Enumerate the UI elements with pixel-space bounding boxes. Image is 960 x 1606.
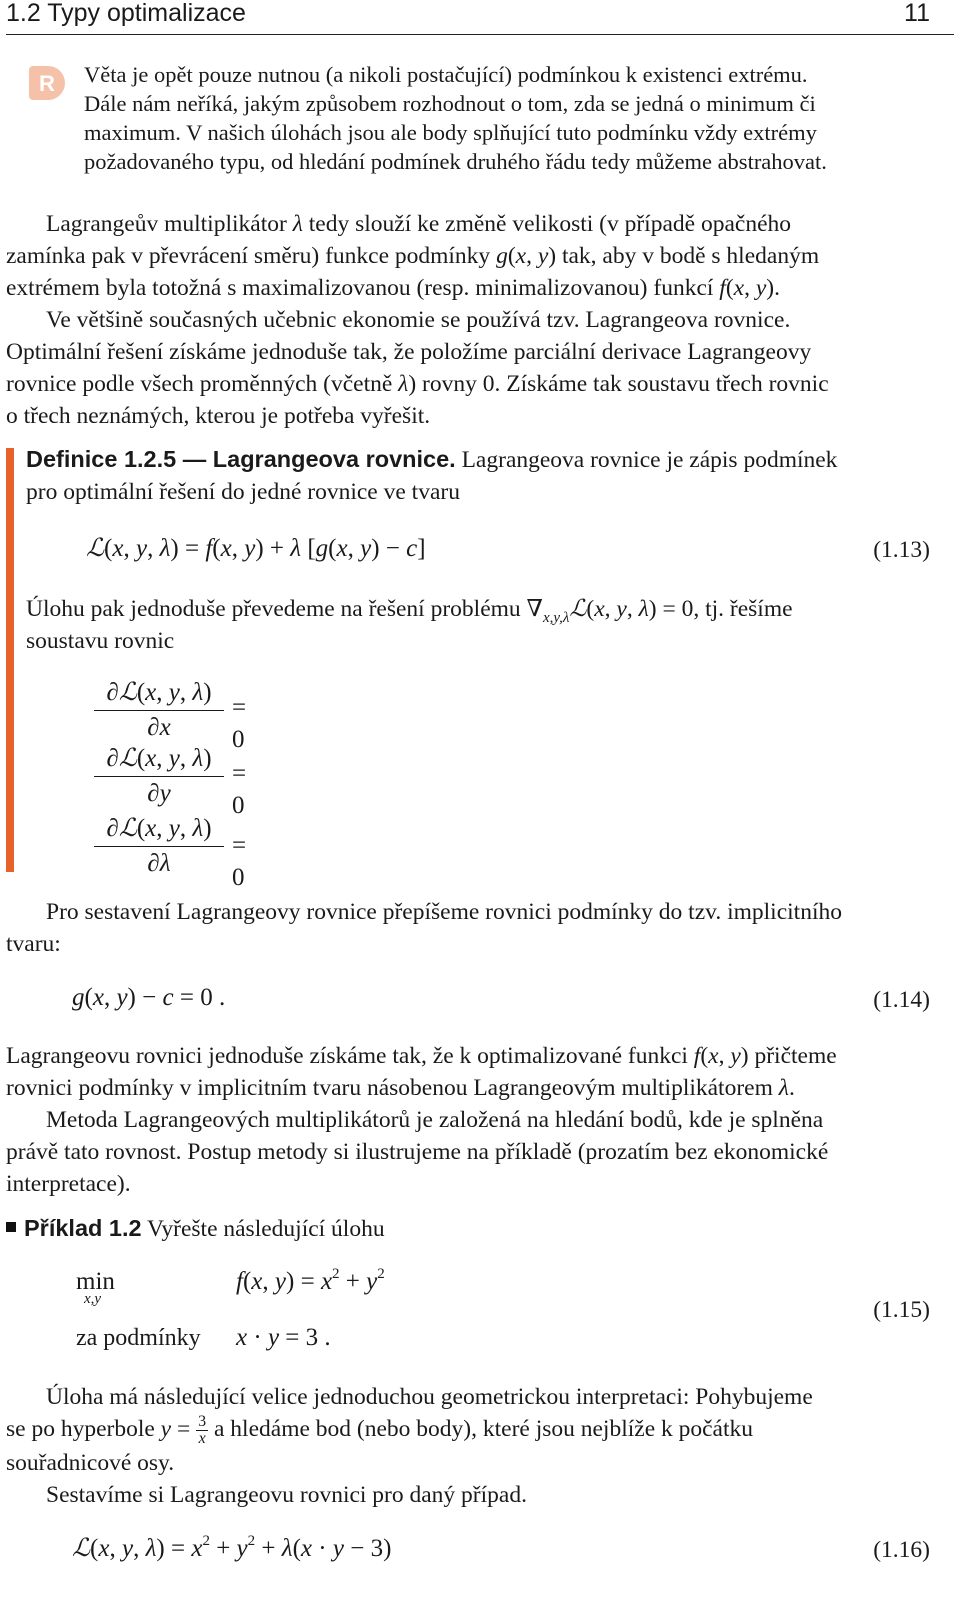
equation-number: (1.16) [873,1537,930,1563]
remark-text: Věta je opět pouze nutnou (a nikoli postačující) podmínkou k existenci extrému. Dále nám neříká, jakým způsobem rozhodnout o tom, zda se jedná o minimum či maximum. V našich úlohách jsou ale body splňující tuto podmínku vždy extrémy požadovaného typu, od hledání podmínek druhého řádu tedy můžeme abstrahovat. [84,62,827,174]
header-rule [6,34,954,35]
paragraph-lagrange-multiplier: Lagrangeův multiplikátor λ tedy slouží ke změně velikosti (v případě opačného zamínka pak v převrácení směru) funkce podmínky g(x, y) tak, aby v bodě s hledaným extrémem byla totožná s maximalizovanou (resp. minimalizovanou) funkcí f(x, y). Ve většině současných učebnic ekonomie se používá tzv. Lagrangeova rovnice. Optimální řešení získáme jednoduše tak, že položíme parciální derivace Lagrangeovy rovnice podle všech proměnných (včetně λ) rovny 0. Získáme tak soustavu třech rovnic o třech neznámých, kterou je potřeba vyřešit. [6,211,829,429]
paragraph-implicit-form: Pro sestavení Lagrangeovy rovnice přepíšeme rovnici podmínky do tzv. implicitního tvaru: [6,899,842,957]
definition-text: Definice 1.2.5 — Lagrangeova rovnice. Lagrangeova rovnice je zápis podmínek pro optimální řešení do jedné rovnice ve tvaru [26,446,838,505]
example-bullet-icon [6,1222,16,1232]
example-objective: f(x, $y) = x^2 + y^2$ [236,1266,385,1295]
equation-1-16: ℒ(x, y, $\lambda) = x^2 + y^2 + \lambda(x \cdot y - 3)$ [72,1533,392,1562]
definition-title: Definice 1.2.5 — Lagrangeova rovnice. [26,446,456,472]
paragraph-interpretation: Úloha má následující velice jednoduchou geometrickou interpretaci: Pohybujeme se po hyperbole y = $\frac{3}{x}$ a hledáme bod (nebo body), které jsou nejblíže k počátku souřadnicové osy. Sestavíme si Lagrangeovu rovnici pro daný případ. [6,1384,813,1509]
equation-1-14: g(x, y) − c = 0 . [72,984,226,1011]
equation-number: (1.14) [873,987,930,1013]
section-title: 1.2 Typy optimalizace [6,0,246,27]
example-heading: Příklad 1.2 Vyřešte následující úlohu [24,1215,385,1242]
example-constraint-label: za podmínky [76,1325,201,1351]
definition-bar [6,448,14,872]
paragraph-method: Lagrangeovu rovnici jednoduše získáme tak, že k optimalizované funkci f(x, y) přičteme rovnici podmínky v implicitním tvaru násobenou Lagrangeovým multiplikátorem λ. Metoda Lagrangeových multiplikátorů je založená na hledání bodů, kde je splněna právě tato rovnost. Postup metody si ilustrujeme na příkladě (prozatím bez ekonomické interpretace). [6,1043,837,1197]
definition-continuation: Úlohu pak jednoduše převedeme na řešení problému $\nabla_{x,y,\lambda}ℒ(x$, y, λ) = 0, tj. řešíme soustavu rovnic [26,594,793,654]
equation-number: (1.13) [873,537,930,563]
page-number: 11 [904,0,930,27]
example-min-subscript: x,y [84,1291,102,1307]
remark-icon: R [29,66,65,100]
equation-1-13: ℒ(x, y, λ) = f(x, y) + λ [g(x, y) − c] [86,533,426,562]
example-constraint: x · y = 3 . [236,1324,331,1351]
equation-number: (1.15) [873,1297,930,1323]
example-min: min [76,1268,115,1295]
